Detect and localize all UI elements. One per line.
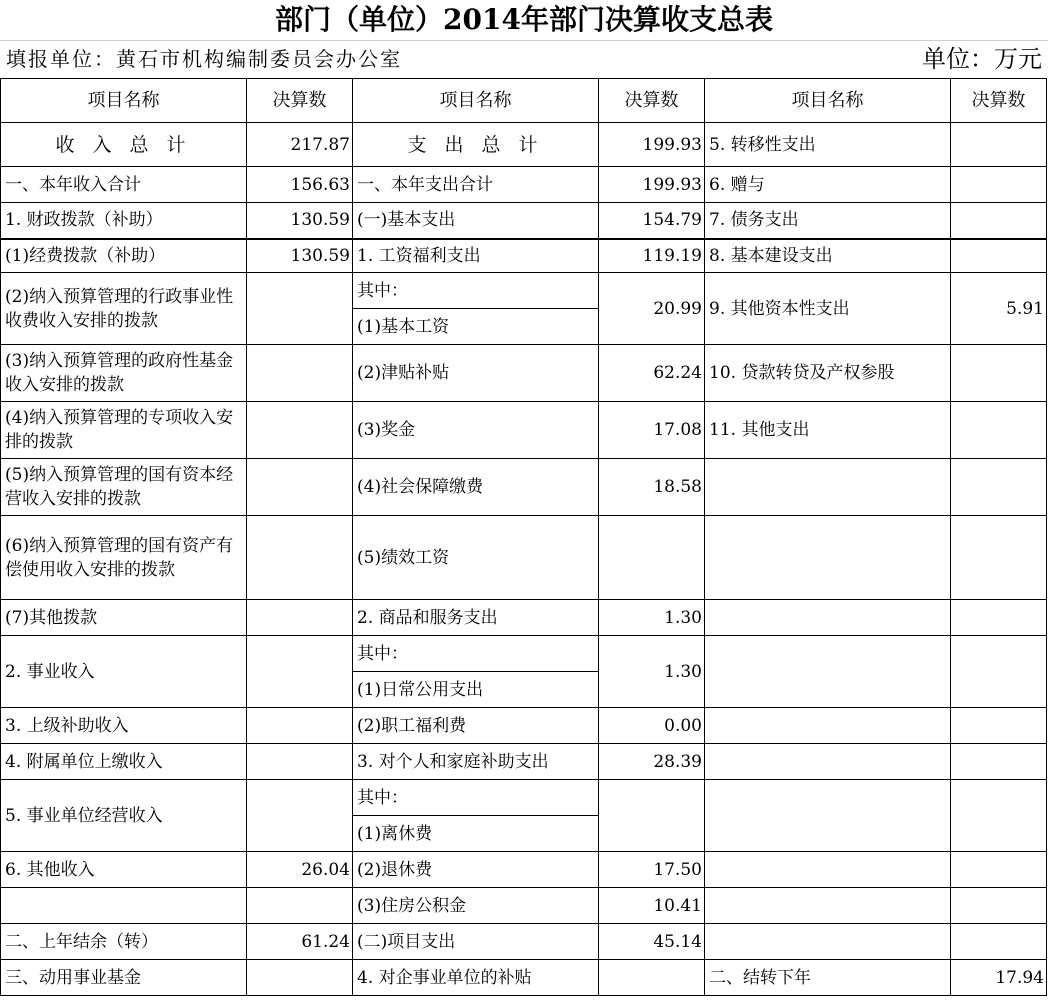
empty-cell <box>1 888 247 924</box>
retire2-label: (2)退休费 <box>353 852 599 888</box>
table-row <box>1 636 1047 672</box>
col-header-expense-value: 决算数 <box>599 79 705 123</box>
other-alloc-label: (7)其他拨款 <box>1 600 247 636</box>
carry-label: 二、上年结余（转） <box>1 924 247 960</box>
debt-label: 7. 债务支出 <box>705 203 951 239</box>
wage-value: 119.19 <box>599 239 705 273</box>
table-row <box>1 888 1047 924</box>
housing-value: 10.41 <box>599 888 705 924</box>
basic-exp-value: 154.79 <box>599 203 705 239</box>
next-year-label: 二、结转下年 <box>705 960 951 996</box>
soe-value <box>247 459 353 516</box>
goods-label: 2. 商品和服务支出 <box>353 600 599 636</box>
table-row <box>1 516 1047 600</box>
empty-cell <box>951 780 1047 852</box>
table-row <box>1 203 1047 239</box>
table-row <box>1 459 1047 516</box>
empty-cell <box>951 852 1047 888</box>
other-alloc-value <box>247 600 353 636</box>
reserve-label: 三、动用事业基金 <box>1 960 247 996</box>
operating-value <box>247 780 353 852</box>
empty-cell <box>951 600 1047 636</box>
table-row <box>1 167 1047 203</box>
other-capital-value: 5.91 <box>951 273 1047 345</box>
income-total-label: 收 入 总 计 <box>1 123 247 167</box>
special-value <box>247 402 353 459</box>
gift-value <box>951 167 1047 203</box>
affiliate-value <box>247 744 353 780</box>
empty-cell <box>705 459 951 516</box>
debt-value <box>951 203 1047 239</box>
other-exp-label: 11. 其他支出 <box>705 402 951 459</box>
expense-current-label: 一、本年支出合计 <box>353 167 599 203</box>
project-label: (二)项目支出 <box>353 924 599 960</box>
bonus-value: 17.08 <box>599 402 705 459</box>
empty-cell <box>705 888 951 924</box>
table-row <box>1 600 1047 636</box>
asset-value <box>247 516 353 600</box>
basic-exp-label: (一)基本支出 <box>353 203 599 239</box>
income-total-value: 217.87 <box>247 123 353 167</box>
table-row <box>1 960 1047 996</box>
social-label: (4)社会保障缴费 <box>353 459 599 516</box>
empty-cell <box>951 888 1047 924</box>
career-value <box>247 636 353 708</box>
daily-label: (1)日常公用支出 <box>353 672 599 708</box>
carry-value: 61.24 <box>247 924 353 960</box>
currency-unit: 单位：万元 <box>922 45 1042 73</box>
table-row <box>1 744 1047 780</box>
table-row <box>1 123 1047 167</box>
social-value: 18.58 <box>599 459 705 516</box>
enterprise-label: 4. 对企事业单位的补贴 <box>353 960 599 996</box>
career-label: 2. 事业收入 <box>1 636 247 708</box>
perf-label: (5)绩效工资 <box>353 516 599 600</box>
col-header-other-value: 决算数 <box>951 79 1047 123</box>
col-header-expense-item: 项目名称 <box>353 79 599 123</box>
soe-label: (5)纳入预算管理的国有资本经营收入安排的拨款 <box>1 459 247 516</box>
other-capital-label: 9. 其他资本性支出 <box>705 273 951 345</box>
filler-unit: 填报单位：黄石市机构编制委员会办公室 <box>6 47 402 71</box>
table-header-row <box>1 79 1047 123</box>
budget-summary-table <box>0 78 1047 996</box>
empty-cell <box>705 744 951 780</box>
table-row <box>1 708 1047 744</box>
transfer-label: 5. 转移性支出 <box>705 123 951 167</box>
operating-label: 5. 事业单位经营收入 <box>1 780 247 852</box>
affiliate-label: 4. 附属单位上缴收入 <box>1 744 247 780</box>
among-label-1: 其中： <box>353 273 599 309</box>
goods-value: 1.30 <box>599 600 705 636</box>
base-salary-label: (1)基本工资 <box>353 309 599 345</box>
among-label-2: 其中： <box>353 636 599 672</box>
gift-label: 6. 赠与 <box>705 167 951 203</box>
perf-value <box>599 516 705 600</box>
retire1-label: (1)离休费 <box>353 816 599 852</box>
empty-cell <box>705 516 951 600</box>
table-row <box>1 273 1047 309</box>
other-exp-value <box>951 402 1047 459</box>
loan-value <box>951 345 1047 402</box>
loan-label: 10. 贷款转贷及产权参股 <box>705 345 951 402</box>
empty-cell <box>705 600 951 636</box>
empty-cell <box>951 708 1047 744</box>
other-income-value: 26.04 <box>247 852 353 888</box>
fiscal-label: 1. 财政拨款（补助） <box>1 203 247 239</box>
base-salary-value: 20.99 <box>599 273 705 345</box>
expense-current-value: 199.93 <box>599 167 705 203</box>
empty-cell <box>705 780 951 852</box>
fund-label: (1)经费拨款（补助） <box>1 239 247 273</box>
welfare-value: 0.00 <box>599 708 705 744</box>
personal-value: 28.39 <box>599 744 705 780</box>
enterprise-value <box>599 960 705 996</box>
empty-cell <box>951 636 1047 708</box>
welfare-label: (2)职工福利费 <box>353 708 599 744</box>
empty-cell <box>247 888 353 924</box>
empty-cell <box>951 516 1047 600</box>
allowance-value: 62.24 <box>599 345 705 402</box>
table-row <box>1 402 1047 459</box>
reserve-value <box>247 960 353 996</box>
fiscal-value: 130.59 <box>247 203 353 239</box>
upper-label: 3. 上级补助收入 <box>1 708 247 744</box>
retire1-value <box>599 780 705 852</box>
asset-label: (6)纳入预算管理的国有资产有偿使用收入安排的拨款 <box>1 516 247 600</box>
title-divider <box>0 40 1048 41</box>
special-label: (4)纳入预算管理的专项收入安排的拨款 <box>1 402 247 459</box>
govfund-value <box>247 345 353 402</box>
col-header-income-item: 项目名称 <box>1 79 247 123</box>
project-value: 45.14 <box>599 924 705 960</box>
income-current-value: 156.63 <box>247 167 353 203</box>
admin-fee-value <box>247 273 353 345</box>
empty-cell <box>705 708 951 744</box>
capital-label: 8. 基本建设支出 <box>705 239 951 273</box>
col-header-income-value: 决算数 <box>247 79 353 123</box>
expense-total-value: 199.93 <box>599 123 705 167</box>
empty-cell <box>705 636 951 708</box>
empty-cell <box>951 459 1047 516</box>
among-label-3: 其中： <box>353 780 599 816</box>
table-row <box>1 924 1047 960</box>
allowance-label: (2)津贴补贴 <box>353 345 599 402</box>
fund-value: 130.59 <box>247 239 353 273</box>
empty-cell <box>705 924 951 960</box>
table-row <box>1 345 1047 402</box>
personal-label: 3. 对个人和家庭补助支出 <box>353 744 599 780</box>
govfund-label: (3)纳入预算管理的政府性基金收入安排的拨款 <box>1 345 247 402</box>
daily-value: 1.30 <box>599 636 705 708</box>
upper-value <box>247 708 353 744</box>
housing-label: (3)住房公积金 <box>353 888 599 924</box>
empty-cell <box>951 924 1047 960</box>
empty-cell <box>705 852 951 888</box>
table-row <box>1 239 1047 273</box>
transfer-value <box>951 123 1047 167</box>
retire2-value: 17.50 <box>599 852 705 888</box>
empty-cell <box>951 744 1047 780</box>
bonus-label: (3)奖金 <box>353 402 599 459</box>
col-header-other-item: 项目名称 <box>705 79 951 123</box>
capital-value <box>951 239 1047 273</box>
other-income-label: 6. 其他收入 <box>1 852 247 888</box>
next-year-value: 17.94 <box>951 960 1047 996</box>
admin-fee-label: (2)纳入预算管理的行政事业性收费收入安排的拨款 <box>1 273 247 345</box>
wage-label: 1. 工资福利支出 <box>353 239 599 273</box>
table-row <box>1 780 1047 816</box>
expense-total-label: 支 出 总 计 <box>353 123 599 167</box>
income-current-label: 一、本年收入合计 <box>1 167 247 203</box>
table-row <box>1 852 1047 888</box>
page-title: 部门（单位）2014年部门决算收支总表 <box>275 3 773 36</box>
